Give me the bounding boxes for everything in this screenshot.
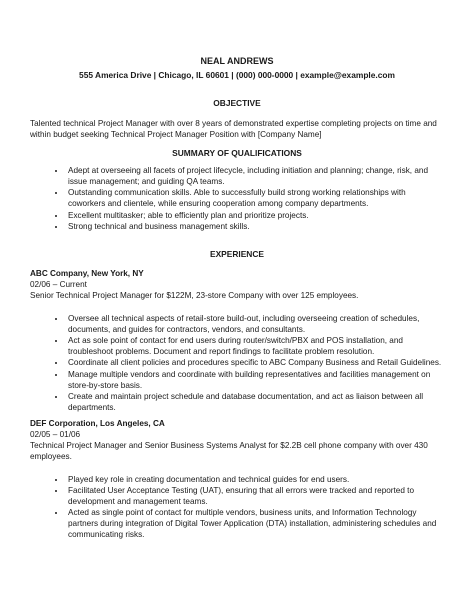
job-duty-item: • Acted as single point of contact for multiple vendors, business units, and Information Technology partners during integration of Digital Tower Application (DTA) installation, administering schedules and communicating risks. bbox=[66, 507, 444, 540]
job-entry bbox=[30, 268, 444, 413]
job-duty-item: • Facilitated User Acceptance Testing (UAT), ensuring that all errors were tracked and reported to development and management teams. bbox=[66, 485, 444, 507]
job-dates: 02/06 – Current bbox=[30, 280, 87, 290]
qualification-item: • Excellent multitasker; able to efficiently plan and prioritize projects. bbox=[66, 210, 444, 221]
job-company: ABC Company, New York, NY bbox=[30, 269, 144, 279]
qualifications-heading: SUMMARY OF QUALIFICATIONS bbox=[172, 147, 302, 158]
qualification-item: • Adept at overseeing all facets of project lifecycle, including initiation and planning; change, risk, and issue management; and guiding QA teams. bbox=[66, 165, 444, 187]
job-role: Senior Technical Project Manager for $122M, 23-store Company with over 125 employees. bbox=[30, 291, 359, 301]
contact-line: 555 America Drive | Chicago, IL 60601 | (000) 000-0000 | example@example.com bbox=[79, 70, 395, 81]
job-duty-item: • Manage multiple vendors and coordinate with building representatives and facilities management on store-by-store basis. bbox=[66, 369, 444, 391]
job-duty-item: • Played key role in creating documentation and technical guides for end users. bbox=[66, 474, 444, 485]
job-company: DEF Corporation, Los Angeles, CA bbox=[30, 418, 165, 428]
job-dates: 02/05 – 01/06 bbox=[30, 429, 81, 439]
qualifications-list bbox=[66, 165, 444, 231]
qualification-item: • Outstanding communication skills. Able to successfully build strong working relationships with coworkers and clientele, while ensuring cooperation among company departments. bbox=[66, 187, 444, 209]
job-entry bbox=[30, 418, 444, 541]
qualification-item: • Strong technical and business management skills. bbox=[66, 221, 444, 232]
experience-heading: EXPERIENCE bbox=[210, 248, 264, 259]
objective-heading: OBJECTIVE bbox=[213, 98, 261, 109]
job-duties-list bbox=[66, 313, 444, 413]
job-duty-item: • Oversee all technical aspects of retail-store build-out, including overseeing creation of schedules, documents, and guides for contractors, vendors, and consultants. bbox=[66, 313, 444, 335]
job-duty-item: • Create and maintain project schedule and database documentation, and act as liaison between all departments. bbox=[66, 391, 444, 413]
objective-text: Talented technical Project Manager with over 8 years of demonstrated expertise completing projects on time and within budget seeking Technical Project Manager Position with [Company Name] bbox=[30, 118, 437, 139]
job-role: Technical Project Manager and Senior Business Systems Analyst for $2.2B cell phone company with over 430 employees. bbox=[30, 440, 428, 461]
candidate-name: NEAL ANDREWS bbox=[200, 56, 274, 66]
job-duty-item: • Coordinate all client policies and procedures specific to ABC Company Business and Retail Guidelines. bbox=[66, 357, 444, 368]
job-duty-item: • Act as sole point of contact for end users during router/switch/PBX and POS installation, and troubleshoot problems. Document and report findings to facilitate problem resolution. bbox=[66, 335, 444, 357]
job-duties-list bbox=[66, 474, 444, 540]
